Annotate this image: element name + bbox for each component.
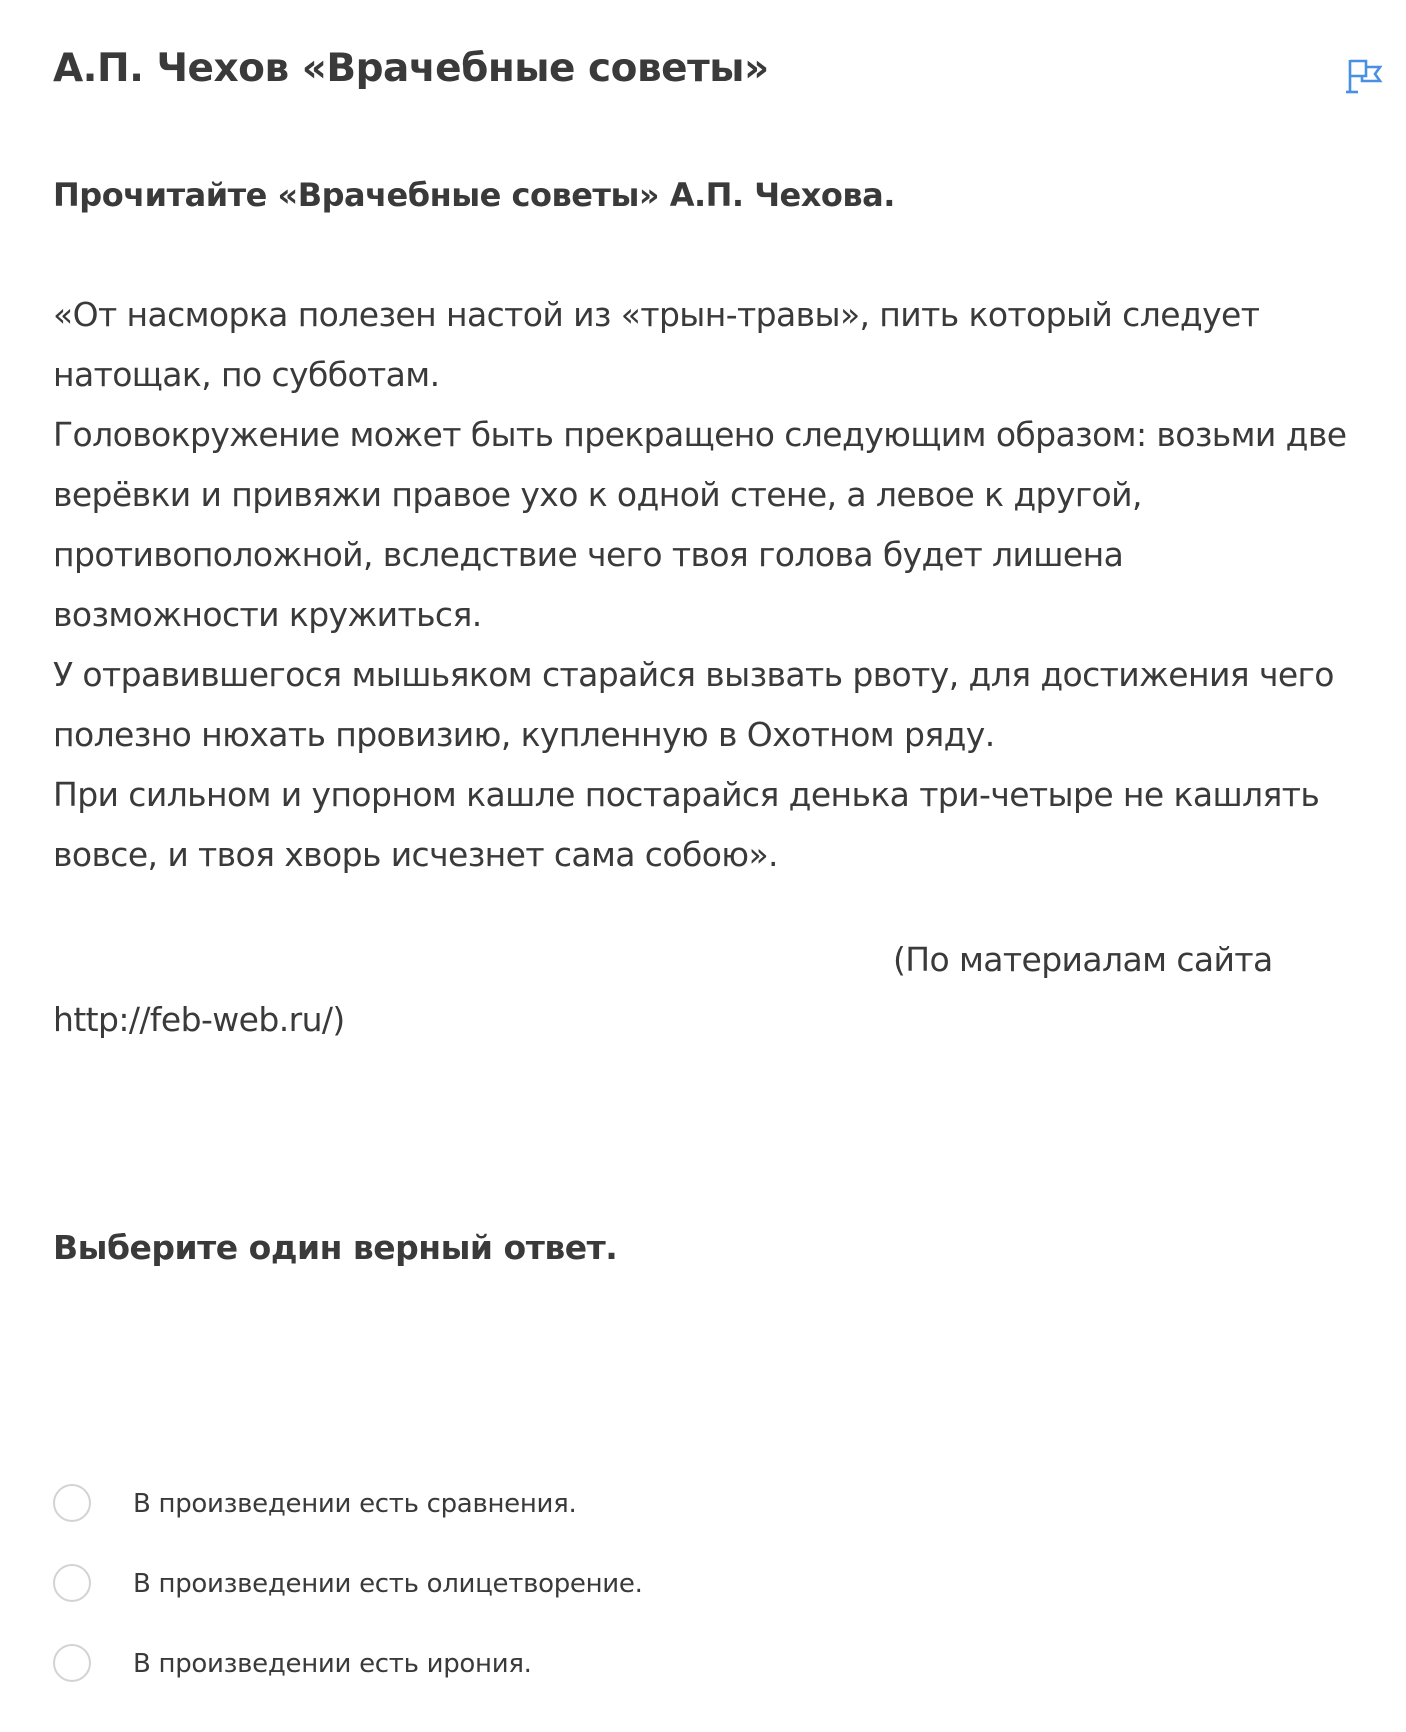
passage-line: возможности кружиться. — [53, 595, 482, 634]
answer-option[interactable] — [53, 1564, 1053, 1644]
answer-option-label[interactable]: В произведении есть ирония. — [133, 1649, 532, 1679]
source-attribution: (По материалам сайта — [893, 940, 1273, 979]
passage-line: верёвки и привяжи правое ухо к одной стене, а левое к другой, — [53, 475, 1142, 514]
radio-button[interactable] — [53, 1644, 91, 1682]
passage-line: вовсе, и твоя хворь исчезнет сама собою». — [53, 835, 778, 874]
answer-options — [53, 1484, 1053, 1724]
source-url: http://feb-web.ru/) — [53, 1000, 345, 1039]
radio-button[interactable] — [53, 1564, 91, 1602]
answer-option-label[interactable]: В произведении есть олицетворение. — [133, 1569, 643, 1599]
passage-line: «От насморка полезен настой из «трын-травы», пить который следует — [53, 295, 1260, 334]
passage-line: противоположной, вследствие чего твоя голова будет лишена — [53, 535, 1124, 574]
answer-option[interactable] — [53, 1484, 1053, 1564]
radio-button[interactable] — [53, 1484, 91, 1522]
question-prompt: Выберите один верный ответ. — [53, 1228, 618, 1267]
answer-option[interactable] — [53, 1644, 1053, 1724]
passage-line: натощак, по субботам. — [53, 355, 440, 394]
passage-line: Головокружение может быть прекращено следующим образом: возьми две — [53, 415, 1347, 454]
flag-icon — [1344, 56, 1384, 96]
passage-line: У отравившегося мышьяком старайся вызвать рвоту, для достижения чего — [53, 655, 1334, 694]
instruction-text: Прочитайте «Врачебные советы» А.П. Чехова. — [53, 176, 895, 214]
task-title: А.П. Чехов «Врачебные советы» — [53, 46, 769, 91]
passage-line: При сильном и упорном кашле постарайся денька три-четыре не кашлять — [53, 775, 1320, 814]
flag-task-button[interactable] — [1344, 56, 1384, 96]
passage-line: полезно нюхать провизию, купленную в Охотном ряду. — [53, 715, 995, 754]
task-page — [53, 0, 1393, 1732]
answer-option-label[interactable]: В произведении есть сравнения. — [133, 1489, 577, 1519]
reading-passage — [53, 285, 1393, 885]
